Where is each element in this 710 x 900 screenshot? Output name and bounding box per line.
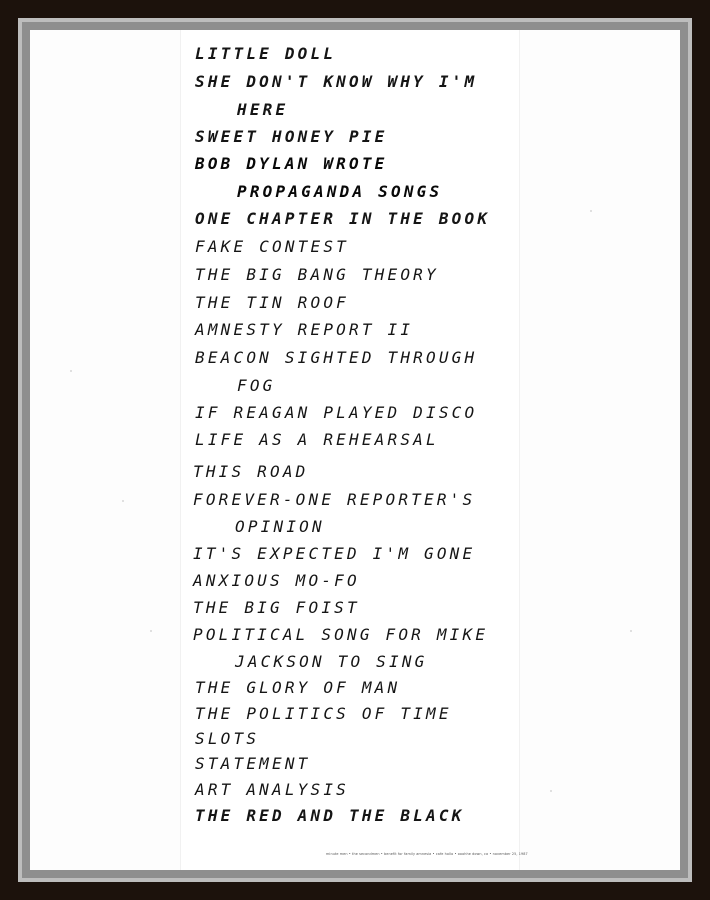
song-title: LIFE AS A REHEARSAL xyxy=(195,430,439,449)
song-title: LITTLE DOLL xyxy=(195,44,337,63)
song-item xyxy=(195,405,477,421)
song-title-continued: HERE xyxy=(237,100,289,119)
song-title: FAKE CONTEST xyxy=(195,237,349,256)
song-item xyxy=(193,600,360,616)
song-item xyxy=(193,573,360,589)
song-title: SWEET HONEY PIE xyxy=(195,127,388,146)
song-title: THE RED AND THE BLACK xyxy=(195,806,465,825)
song-item xyxy=(195,322,413,338)
song-title-continued: JACKSON TO SING xyxy=(235,652,428,671)
song-title: BOB DYLAN WROTE xyxy=(195,154,388,173)
song-item xyxy=(195,46,336,62)
song-title: THE POLITICS OF TIME xyxy=(195,704,452,723)
song-list xyxy=(30,30,680,870)
song-item xyxy=(195,350,477,394)
song-item xyxy=(195,706,452,722)
song-item xyxy=(193,627,488,670)
song-title: THE BIG BANG THEORY xyxy=(195,265,439,284)
song-item xyxy=(195,295,349,311)
song-item xyxy=(195,680,400,696)
song-title: SHE DON'T KNOW WHY I'M xyxy=(195,72,478,91)
song-title: ART ANALYSIS xyxy=(195,780,349,799)
song-title: THIS ROAD xyxy=(193,462,309,481)
song-item xyxy=(195,432,439,448)
song-title: BEACON SIGHTED THROUGH xyxy=(195,348,478,367)
song-title: STATEMENT xyxy=(195,754,311,773)
song-item xyxy=(195,74,477,118)
song-title-continued: OPINION xyxy=(235,517,325,536)
song-item xyxy=(195,731,259,747)
footer-caption: minute men • the secondmen • benefit for family amnesia • cafe hollo • ooohhe down, ca • november 25, 1987 xyxy=(326,852,528,856)
song-item xyxy=(195,156,442,200)
song-title: FOREVER-ONE REPORTER'S xyxy=(193,490,476,509)
song-title: ONE CHAPTER IN THE BOOK xyxy=(195,209,491,228)
song-title: ANXIOUS MO-FO xyxy=(193,571,360,590)
song-item xyxy=(193,464,309,480)
song-title: THE BIG FOIST xyxy=(193,598,360,617)
song-item xyxy=(195,211,490,227)
song-title: AMNESTY REPORT II xyxy=(195,320,414,339)
song-item xyxy=(195,782,349,798)
song-item xyxy=(195,267,439,283)
song-title: POLITICAL SONG FOR MIKE xyxy=(193,625,489,644)
song-title: THE GLORY OF MAN xyxy=(195,678,401,697)
setlist-paper xyxy=(30,30,680,870)
song-title: THE TIN ROOF xyxy=(195,293,349,312)
song-title: IT'S EXPECTED I'M GONE xyxy=(193,544,476,563)
song-item xyxy=(195,239,349,255)
song-item xyxy=(195,129,388,145)
song-title-continued: FOG xyxy=(237,376,276,395)
song-item xyxy=(193,492,475,535)
song-title: IF REAGAN PLAYED DISCO xyxy=(195,403,478,422)
song-item xyxy=(195,756,311,772)
song-item xyxy=(195,808,465,824)
song-item xyxy=(193,546,475,562)
song-title: SLOTS xyxy=(195,729,260,748)
song-title-continued: PROPAGANDA SONGS xyxy=(237,182,443,201)
